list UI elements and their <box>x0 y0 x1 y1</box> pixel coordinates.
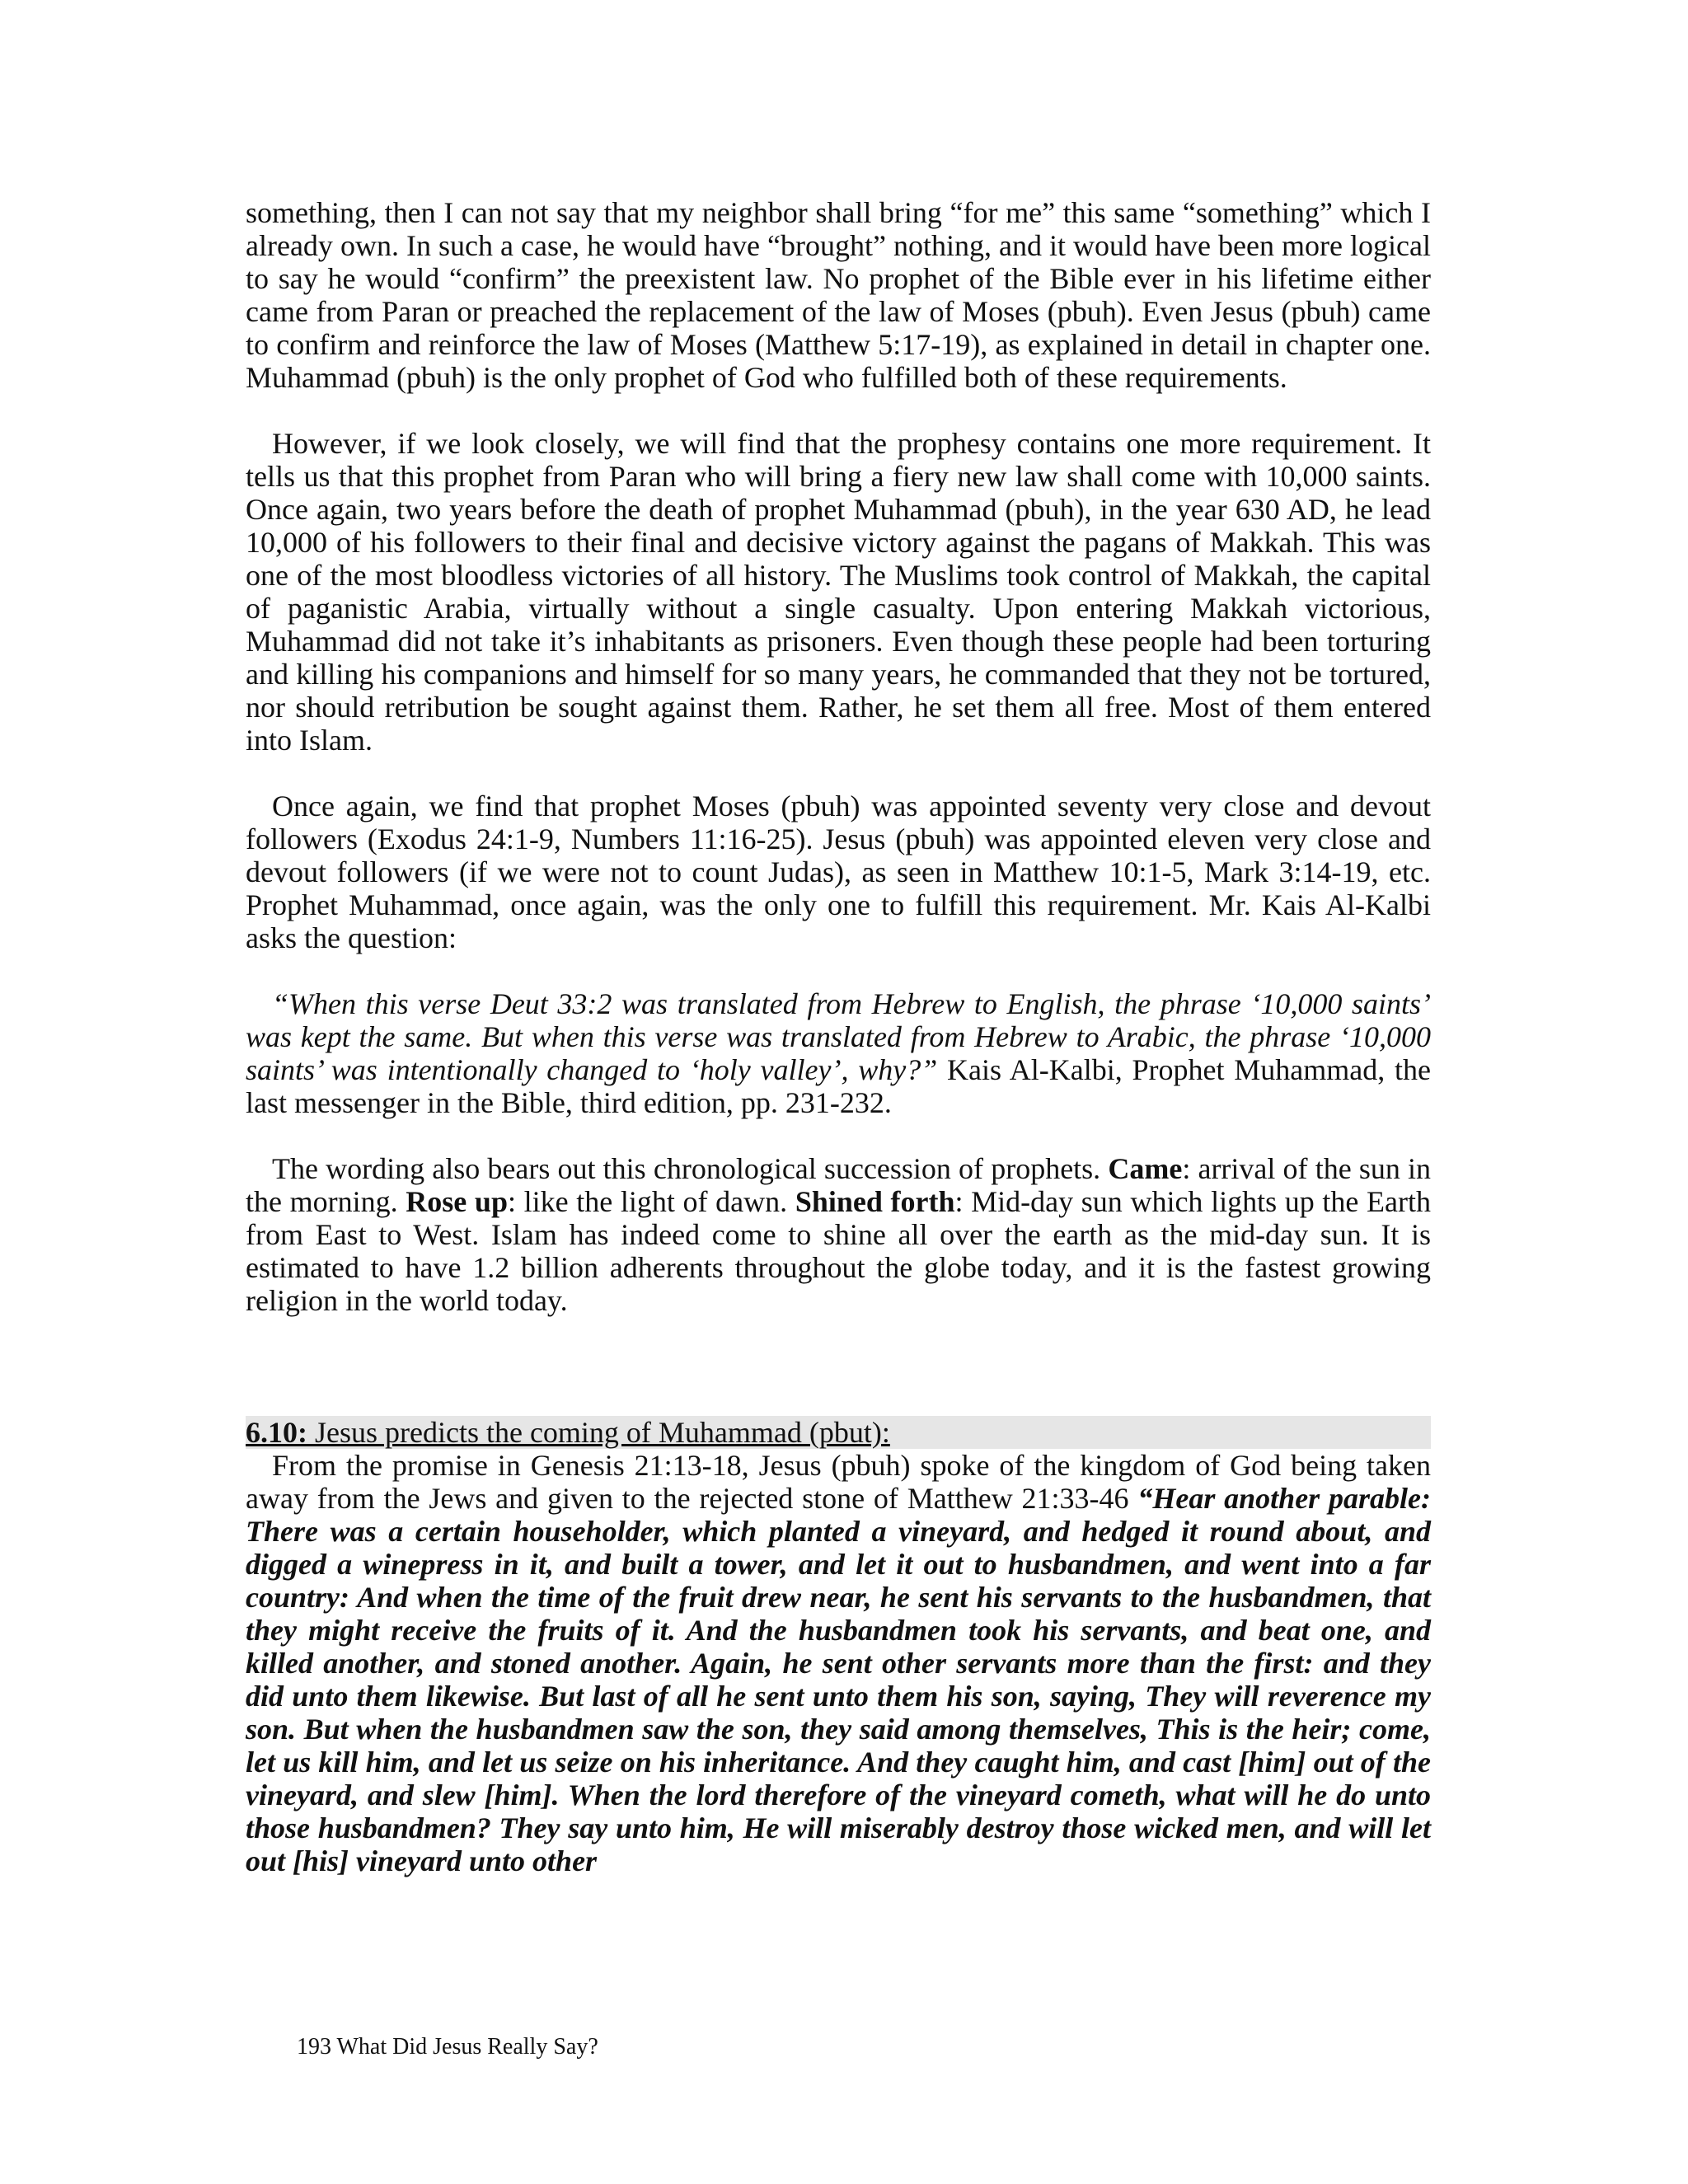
paragraph-5 <box>246 1152 1431 1317</box>
text-run: : Mid-day sun which lights up the Earth from East to West. Islam has indeed come to shine all over the earth as the mid-day sun. It is estimated to have 1.2 billion adherents throughout the globe today, and it is the fastest growing religion in the world today. <box>246 1185 1431 1317</box>
spacer <box>246 1119 1431 1152</box>
text-run: : arrival of the sun in the morning. <box>246 1152 1432 1218</box>
quote-paragraph <box>246 987 1431 1119</box>
spacer <box>246 394 1431 427</box>
section-intro: From the promise in Genesis 21:13-18, Jesus (pbuh) spoke of the kingdom of God being taken away from the Jews and given to the rejected stone of Matthew 21:33-46 <box>246 1449 1431 1515</box>
document-body <box>246 196 1431 1877</box>
term-came: Came <box>1108 1152 1183 1185</box>
bible-verse: “Hear another parable: There was a certain householder, which planted a vineyard, and hedged it round about, and digged a winepress in it, and built a tower, and let it out to husbandmen, and went into a far country: And when the time of the fruit drew near, he sent his servants to the husbandmen, that they might receive the fruits of it. And the husbandmen took his servants, and beat one, and killed another, and stoned another. Again, he sent other servants more than the first: and they did unto them likewise. But last of all he sent unto them his son, saying, They will reverence my son. But when the husbandmen saw the son, they said among themselves, This is the heir; come, let us kill him, and let us seize on his inheritance. And they caught him, and cast [him] out of the vineyard, and slew [him]. When the lord therefore of the vineyard cometh, what will he do unto those husbandmen? They say unto him, He will miserably destroy those wicked men, and will let out [his] vineyard unto other <box>246 1482 1431 1877</box>
page-footer: 193 What Did Jesus Really Say? <box>297 2034 598 2060</box>
quote-source: Kais Al-Kalbi, Prophet Muhammad, the last messenger in the Bible, third edition, pp. 231-232. <box>246 1053 1431 1119</box>
quote-text: “When this verse Deut 33:2 was translated from Hebrew to English, the phrase ‘10,000 saints’ was kept the same. But when this verse was translated from Hebrew to Arabic, the phrase ‘10,000 saints’ was intentionally changed to ‘holy valley’, why?” <box>246 987 1431 1086</box>
section-body <box>246 1449 1431 1877</box>
paragraph-2: However, if we look closely, we will find that the prophesy contains one more requirement. It tells us that this prophet from Paran who will bring a fiery new law shall come with 10,000 saints. Once again, two years before the death of prophet Muhammad (pbuh), in the year 630 AD, he lead 10,000 of his followers to their final and decisive victory against the pagans of Makkah. This was one of the most bloodless victories of all history. The Muslims took control of Makkah, the capital of paganistic Arabia, virtually without a single casualty. Upon entering Makkah victorious, Muhammad did not take it’s inhabitants as prisoners. Even though these people had been torturing and killing his companions and himself for so many years, he commanded that they not be tortured, nor should retribution be sought against them. Rather, he set them all free. Most of them entered into Islam. <box>246 427 1431 757</box>
paragraph-1: something, then I can not say that my neighbor shall bring “for me” this same “something” which I already own. In such a case, he would have “brought” nothing, and it would have been more logical to say he would “confirm” the preexistent law. No prophet of the Bible ever in his lifetime either came from Paran or preached the replacement of the law of Moses (pbuh). Even Jesus (pbuh) came to confirm and reinforce the law of Moses (Matthew 5:17-19), as explained in detail in chapter one. Muhammad (pbuh) is the only prophet of God who fulfilled both of these requirements. <box>246 196 1431 394</box>
section-title: Jesus predicts the coming of Muhammad (pbut): <box>307 1416 890 1449</box>
spacer <box>246 757 1431 790</box>
term-shined-forth: Shined forth <box>795 1185 955 1218</box>
section-heading <box>246 1416 1431 1449</box>
paragraph-3: Once again, we find that prophet Moses (pbuh) was appointed seventy very close and devout followers (Exodus 24:1-9, Numbers 11:16-25). Jesus (pbuh) was appointed eleven very close and devout followers (if we were not to count Judas), as seen in Matthew 10:1-5, Mark 3:14-19, etc. Prophet Muhammad, once again, was the only one to fulfill this requirement. Mr. Kais Al-Kalbi asks the question: <box>246 790 1431 954</box>
text-run: The wording also bears out this chronological succession of prophets. <box>272 1152 1109 1185</box>
text-run: : like the light of dawn. <box>507 1185 795 1218</box>
spacer <box>246 954 1431 987</box>
term-rose-up: Rose up <box>406 1185 508 1218</box>
spacer <box>246 1317 1431 1416</box>
section-number: 6.10: <box>246 1416 307 1449</box>
